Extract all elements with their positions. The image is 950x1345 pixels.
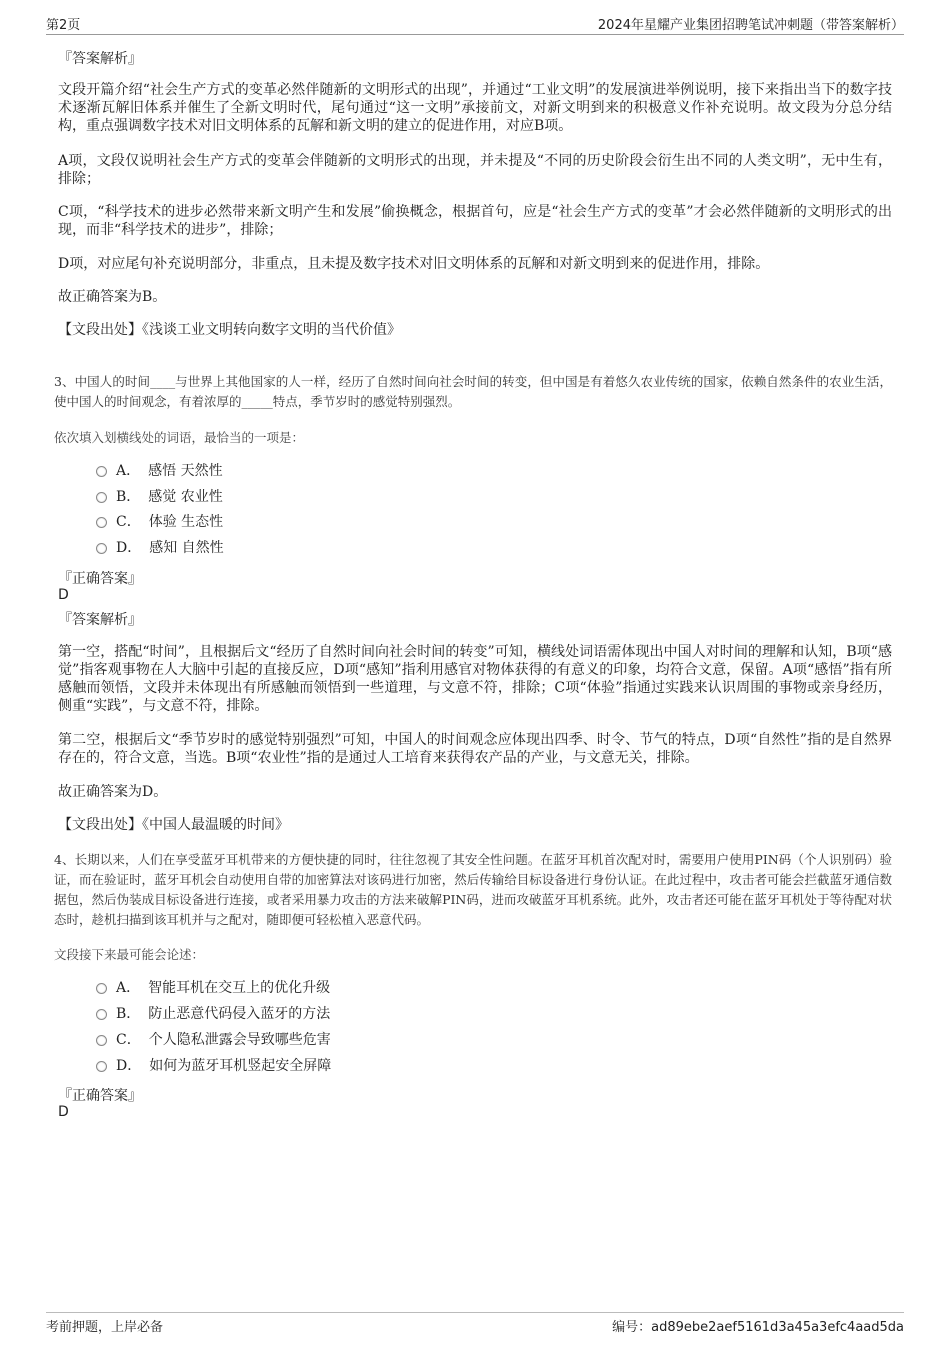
q3-analysis-paragraph-2: 第二空，根据后文“季节岁时的感觉特别强烈”可知，中国人的时间观念应体现出四季、时令、节气的特点，D项“自然性”指的是自然界存在的，符合文意，当选。B项“农业性”指的是通过人工培育来获得农产品的产业，与文意无关，排除。 — [58, 732, 892, 766]
q3-question-text: 3、中国人的时间____与世界上其他国家的人一样，经历了自然时间向社会时间的转变，但中国是有着悠久农业传统的国家，依赖自然条件的农业生活，使中国人的时间观念，有着浓厚的_____特点，季节岁时的感觉特别强烈。 — [54, 374, 892, 409]
q4-option-c[interactable]: C． 个人隐私泄露会导致哪些危害 — [96, 1030, 331, 1050]
radio-icon[interactable] — [96, 466, 107, 477]
q2-analysis-paragraph-2: A项，文段仅说明社会生产方式的变革会伴随新的文明形式的出现，并未提及“不同的历史阶段会衍生出不同的人类文明”，无中生有，排除； — [58, 153, 892, 187]
document-code-label: 编号： — [612, 1320, 652, 1335]
radio-icon[interactable] — [96, 492, 107, 503]
q2-analysis-paragraph-3: C项，“科学技术的进步必然带来新文明产生和发展”偷换概念，根据首句，应是“社会生产方式的变革”才会必然伴随新的文明形式的出现，而非“科学技术的进步”，排除； — [58, 204, 892, 238]
radio-icon[interactable] — [96, 517, 107, 528]
q3-correct-answer: D — [58, 587, 69, 603]
document-title: 2024年星耀产业集团招聘笔试冲刺题（带答案解析） — [597, 18, 904, 33]
radio-icon[interactable] — [96, 983, 107, 994]
q3-source: 【文段出处】《中国人最温暖的时间》 — [58, 817, 289, 833]
q2-conclusion: 故正确答案为B。 — [58, 289, 167, 305]
q4-option-d[interactable]: D． 如何为蓝牙耳机竖起安全屏障 — [96, 1056, 331, 1076]
q2-source: 【文段出处】《浅谈工业文明转向数字文明的当代价值》 — [58, 322, 401, 338]
radio-icon[interactable] — [96, 1009, 107, 1020]
q3-conclusion: 故正确答案为D。 — [58, 784, 168, 800]
document-code — [612, 1316, 904, 1335]
q4-question-text: 4、长期以来，人们在享受蓝牙耳机带来的方便快捷的同时，往往忽视了其安全性问题。在蓝牙耳机首次配对时，需要用户使用PIN码（个人识别码）验证，而在验证时，蓝牙耳机会自动使用自带的加密算法对该码进行加密，然后传输给目标设备进行身份认证。在此过程中，攻击者可能会拦截蓝牙通信数据包，然后伪装成目标设备进行连接，或者采用暴力攻击的方法来破解PIN码，进而攻破蓝牙耳机系统。此外，攻击者还可能在蓝牙耳机处于等待配对状态时，趁机扫描到该耳机并与之配对，随即便可轻松植入恶意代码。 — [54, 852, 892, 927]
page-header — [46, 14, 904, 35]
q3-correct-label: 『正确答案』 — [58, 571, 142, 587]
q3-option-d[interactable]: D． 感知 自然性 — [96, 538, 224, 558]
q3-analysis-paragraph-1: 第一空，搭配“时间”，且根据后文“经历了自然时间向社会时间的转变”可知，横线处词语需体现出中国人对时间的理解和认知，B项“感觉”指客观事物在人大脑中引起的直接反应，D项“感知”指利用感官对物体获得的有意义的印象，均符合文意，保留。A项“感悟”指有所感触而领悟，文段并未体现出有所感触而领悟到一些道理，与文意不符，排除；C项“体验”指通过实践来认识周围的事物或亲身经历，侧重“实践”，与文意不符，排除。 — [58, 644, 892, 714]
q3-analysis-label: 『答案解析』 — [58, 612, 142, 628]
option-text: 体验 生态性 — [148, 514, 224, 530]
q4-prompt: 文段接下来最可能会论述： — [54, 947, 205, 962]
option-text: 如何为蓝牙耳机竖起安全屏障 — [149, 1058, 332, 1074]
q4-option-b[interactable]: B． 防止恶意代码侵入蓝牙的方法 — [96, 1004, 330, 1024]
q2-analysis-paragraph-4: D项，对应尾句补充说明部分，非重点，且未提及数字技术对旧文明体系的瓦解和对新文明到来的促进作用，排除。 — [58, 256, 770, 272]
page-footer — [46, 1312, 904, 1337]
document-code-value: ad89ebe2aef5161d3a45a3efc4aad5da — [651, 1320, 904, 1335]
q4-option-a[interactable]: A． 智能耳机在交互上的优化升级 — [96, 978, 330, 998]
q2-analysis-label: 『答案解析』 — [58, 51, 142, 67]
q3-option-c[interactable]: C． 体验 生态性 — [96, 512, 223, 532]
q4-correct-answer: D — [58, 1104, 69, 1120]
q2-analysis-paragraph-1: 文段开篇介绍“社会生产方式的变革必然伴随新的文明形式的出现”，并通过“工业文明”的发展演进举例说明，接下来指出当下的数字技术逐渐瓦解旧体系并催生了全新文明时代，尾句通过“这一文明”承接前文，对新文明到来的积极意义作补充说明。故文段为分总分结构，重点强调数字技术对旧文明体系的瓦解和新文明的建立的促进作用，对应B项。 — [58, 82, 892, 134]
page-number: 第2页 — [46, 18, 81, 33]
q3-prompt: 依次填入划横线处的词语，最恰当的一项是： — [54, 430, 305, 445]
option-text: 防止恶意代码侵入蓝牙的方法 — [148, 1006, 331, 1022]
option-text: 感悟 天然性 — [148, 463, 223, 479]
q4-correct-label: 『正确答案』 — [58, 1088, 142, 1104]
radio-icon[interactable] — [96, 1035, 107, 1046]
footer-slogan: 考前押题，上岸必备 — [46, 1320, 164, 1335]
q3-option-b[interactable]: B． 感觉 农业性 — [96, 487, 223, 507]
option-text: 感知 自然性 — [149, 540, 224, 556]
q3-option-a[interactable]: A． 感悟 天然性 — [96, 461, 223, 481]
option-text: 个人隐私泄露会导致哪些危害 — [148, 1032, 331, 1048]
radio-icon[interactable] — [96, 1061, 107, 1072]
radio-icon[interactable] — [96, 543, 107, 554]
option-text: 智能耳机在交互上的优化升级 — [148, 980, 331, 996]
option-text: 感觉 农业性 — [148, 489, 223, 505]
